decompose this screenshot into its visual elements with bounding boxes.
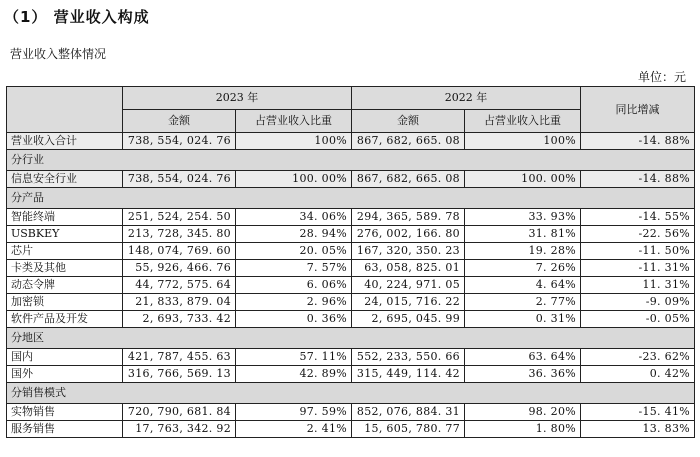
amount-2022: 276, 002, 166. 80: [352, 226, 465, 243]
amount-2022: 867, 682, 665. 08: [352, 133, 465, 150]
ratio-2023: 100. 00%: [236, 171, 352, 188]
section-label: 分行业: [7, 150, 695, 171]
table-row: [7, 311, 695, 328]
row-label: USBKEY: [7, 226, 123, 243]
amount-2022: 315, 449, 114. 42: [352, 366, 465, 383]
amount-2022: 40, 224, 971. 05: [352, 277, 465, 294]
amount-2022: 2, 695, 045. 99: [352, 311, 465, 328]
yoy-change: -23. 62%: [581, 349, 695, 366]
amount-2023: 421, 787, 455. 63: [123, 349, 236, 366]
table-row: [7, 171, 695, 188]
header-yoy: 同比增减: [581, 87, 695, 133]
amount-2023: 251, 524, 254. 50: [123, 209, 236, 226]
header-row-years: [7, 87, 695, 110]
yoy-change: -9. 09%: [581, 294, 695, 311]
row-label: 国外: [7, 366, 123, 383]
yoy-change: -14. 88%: [581, 133, 695, 150]
yoy-change: -11. 31%: [581, 260, 695, 277]
amount-2023: 17, 763, 342. 92: [123, 421, 236, 438]
row-label: 动态令牌: [7, 277, 123, 294]
header-ratio-2022: 占营业收入比重: [465, 110, 581, 133]
row-label: 国内: [7, 349, 123, 366]
amount-2023: 148, 074, 769. 60: [123, 243, 236, 260]
ratio-2023: 2. 41%: [236, 421, 352, 438]
amount-2022: 552, 233, 550. 66: [352, 349, 465, 366]
yoy-change: -15. 41%: [581, 404, 695, 421]
section-row-product: [7, 188, 695, 209]
section-label: 分销售模式: [7, 383, 695, 404]
amount-2023: 738, 554, 024. 76: [123, 171, 236, 188]
ratio-2023: 6. 06%: [236, 277, 352, 294]
unit-label: 单位：元: [637, 70, 686, 84]
section-label: 分产品: [7, 188, 695, 209]
yoy-change: 13. 83%: [581, 421, 695, 438]
amount-2022: 867, 682, 665. 08: [352, 171, 465, 188]
table-row: [7, 209, 695, 226]
header-amount-2022: 金额: [352, 110, 465, 133]
amount-2023: 720, 790, 681. 84: [123, 404, 236, 421]
yoy-change: -14. 55%: [581, 209, 695, 226]
section-label: 分地区: [7, 328, 695, 349]
amount-2022: 852, 076, 884. 31: [352, 404, 465, 421]
amount-2022: 24, 015, 716. 22: [352, 294, 465, 311]
ratio-2023: 2. 96%: [236, 294, 352, 311]
table-row: [7, 349, 695, 366]
row-label: 加密锁: [7, 294, 123, 311]
row-label: 芯片: [7, 243, 123, 260]
amount-2023: 213, 728, 345. 80: [123, 226, 236, 243]
ratio-2023: 42. 89%: [236, 366, 352, 383]
ratio-2022: 1. 80%: [465, 421, 581, 438]
row-label: 营业收入合计: [7, 133, 123, 150]
yoy-change: -14. 88%: [581, 171, 695, 188]
yoy-change: -11. 50%: [581, 243, 695, 260]
header-blank: [7, 87, 123, 133]
table-row: [7, 226, 695, 243]
ratio-2022: 98. 20%: [465, 404, 581, 421]
yoy-change: -0. 05%: [581, 311, 695, 328]
table-row: [7, 277, 695, 294]
ratio-2022: 100. 00%: [465, 171, 581, 188]
ratio-2022: 100%: [465, 133, 581, 150]
amount-2022: 63, 058, 825. 01: [352, 260, 465, 277]
ratio-2022: 19. 28%: [465, 243, 581, 260]
section-row-region: [7, 328, 695, 349]
header-ratio-2023: 占营业收入比重: [236, 110, 352, 133]
header-year-2023: 2023 年: [123, 87, 352, 110]
table-row: [7, 260, 695, 277]
revenue-table: [6, 86, 695, 438]
row-label: 卡类及其他: [7, 260, 123, 277]
table-row: [7, 294, 695, 311]
ratio-2022: 7. 26%: [465, 260, 581, 277]
ratio-2022: 63. 64%: [465, 349, 581, 366]
amount-2023: 21, 833, 879. 04: [123, 294, 236, 311]
ratio-2022: 4. 64%: [465, 277, 581, 294]
ratio-2023: 34. 06%: [236, 209, 352, 226]
amount-2023: 738, 554, 024. 76: [123, 133, 236, 150]
amount-2023: 316, 766, 569. 13: [123, 366, 236, 383]
table-row-total: [7, 133, 695, 150]
ratio-2022: 33. 93%: [465, 209, 581, 226]
section-heading: （1） 营业收入构成: [4, 8, 150, 26]
amount-2023: 2, 693, 733. 42: [123, 311, 236, 328]
yoy-change: -22. 56%: [581, 226, 695, 243]
row-label: 软件产品及开发: [7, 311, 123, 328]
section-row-sales: [7, 383, 695, 404]
header-year-2022: 2022 年: [352, 87, 581, 110]
table-row: [7, 243, 695, 260]
table-row: [7, 404, 695, 421]
row-label: 实物销售: [7, 404, 123, 421]
ratio-2022: 36. 36%: [465, 366, 581, 383]
yoy-change: 11. 31%: [581, 277, 695, 294]
ratio-2023: 0. 36%: [236, 311, 352, 328]
ratio-2023: 20. 05%: [236, 243, 352, 260]
ratio-2023: 100%: [236, 133, 352, 150]
ratio-2023: 28. 94%: [236, 226, 352, 243]
amount-2022: 167, 320, 350. 23: [352, 243, 465, 260]
ratio-2022: 31. 81%: [465, 226, 581, 243]
row-label: 信息安全行业: [7, 171, 123, 188]
ratio-2022: 2. 77%: [465, 294, 581, 311]
table-row: [7, 421, 695, 438]
ratio-2023: 7. 57%: [236, 260, 352, 277]
ratio-2023: 57. 11%: [236, 349, 352, 366]
section-row-industry: [7, 150, 695, 171]
table-row: [7, 366, 695, 383]
amount-2023: 55, 926, 466. 76: [123, 260, 236, 277]
subtitle: 营业收入整体情况: [10, 47, 107, 61]
ratio-2022: 0. 31%: [465, 311, 581, 328]
row-label: 服务销售: [7, 421, 123, 438]
header-amount-2023: 金额: [123, 110, 236, 133]
row-label: 智能终端: [7, 209, 123, 226]
amount-2023: 44, 772, 575. 64: [123, 277, 236, 294]
ratio-2023: 97. 59%: [236, 404, 352, 421]
amount-2022: 294, 365, 589. 78: [352, 209, 465, 226]
yoy-change: 0. 42%: [581, 366, 695, 383]
amount-2022: 15, 605, 780. 77: [352, 421, 465, 438]
